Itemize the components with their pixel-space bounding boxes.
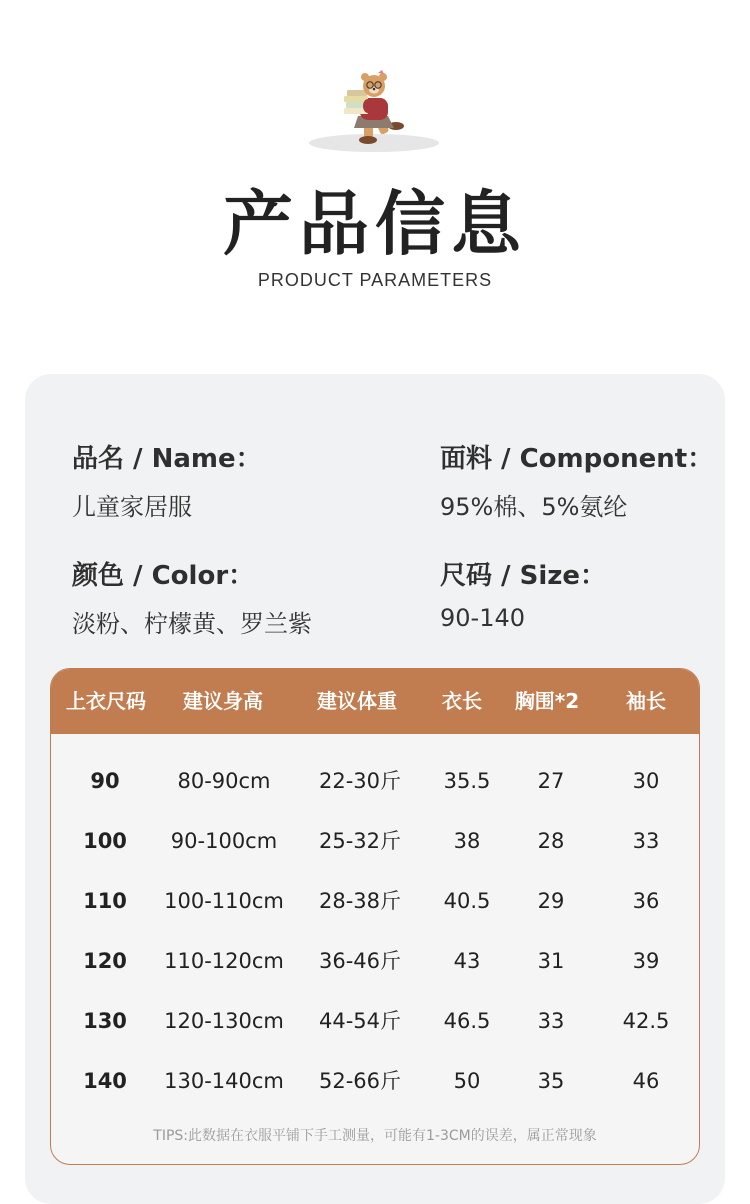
header-chest: 胸围*2 — [514, 689, 580, 713]
cell-sleeve: 30 — [632, 769, 660, 793]
cell-length: 50 — [453, 1069, 481, 1093]
cell-length: 35.5 — [443, 769, 491, 793]
measurement-tips: TIPS:此数据在衣服平铺下手工测量，可能有1-3CM的误差，属正常现象 — [153, 1128, 597, 1144]
cell-size: 120 — [83, 949, 127, 973]
cell-length: 43 — [453, 949, 481, 973]
name-label: 品名 / Name： — [72, 444, 262, 474]
size-value: 90-140 — [440, 604, 526, 632]
cell-chest: 31 — [537, 949, 565, 973]
table-header — [51, 669, 699, 734]
component-label: 面料 / Component： — [440, 444, 714, 474]
info-component — [440, 438, 713, 522]
cell-chest: 27 — [537, 769, 565, 793]
cell-height: 90-100cm — [170, 829, 278, 853]
color-value: 淡粉、柠檬黄、罗兰紫 — [72, 610, 312, 638]
table-row — [51, 761, 699, 801]
cell-sleeve: 39 — [632, 949, 660, 973]
cell-sleeve: 36 — [632, 889, 660, 913]
cell-sleeve: 46 — [632, 1069, 660, 1093]
cell-weight: 44-54斤 — [318, 1009, 402, 1033]
cell-length: 40.5 — [443, 889, 491, 913]
cell-height: 80-90cm — [177, 769, 271, 793]
cell-chest: 33 — [537, 1009, 565, 1033]
cell-height: 100-110cm — [164, 889, 284, 913]
cell-height: 130-140cm — [164, 1069, 284, 1093]
info-name — [72, 438, 262, 522]
cell-sleeve: 33 — [632, 829, 660, 853]
cell-weight: 52-66斤 — [318, 1069, 402, 1093]
cell-size: 130 — [83, 1009, 127, 1033]
cell-weight: 25-32斤 — [318, 829, 402, 853]
page-title: 产品信息 — [223, 183, 527, 265]
cell-chest: 29 — [537, 889, 565, 913]
header-length: 衣长 — [442, 689, 482, 713]
cell-height: 120-130cm — [164, 1009, 284, 1033]
table-row — [51, 821, 699, 861]
cell-sleeve: 42.5 — [622, 1009, 670, 1033]
cell-chest: 35 — [537, 1069, 565, 1093]
cell-chest: 28 — [537, 829, 565, 853]
cell-length: 38 — [453, 829, 481, 853]
table-row — [51, 1061, 699, 1101]
info-size — [440, 555, 606, 632]
cell-weight: 36-46斤 — [318, 949, 402, 973]
table-row — [51, 1001, 699, 1041]
cell-size: 90 — [90, 769, 120, 793]
size-label: 尺码 / Size： — [440, 561, 607, 591]
cell-length: 46.5 — [443, 1009, 491, 1033]
table-row — [51, 881, 699, 921]
name-value: 儿童家居服 — [72, 493, 192, 521]
info-color — [72, 555, 312, 639]
size-table — [50, 668, 700, 1165]
cell-size: 140 — [83, 1069, 127, 1093]
header-height: 建议身高 — [183, 689, 263, 713]
cell-size: 100 — [83, 829, 127, 853]
cell-size: 110 — [83, 889, 127, 913]
header-weight: 建议体重 — [317, 689, 397, 713]
component-value: 95%棉、5%氨纶 — [440, 493, 628, 521]
cell-weight: 22-30斤 — [318, 769, 402, 793]
header-top-size: 上衣尺码 — [66, 689, 146, 713]
cell-weight: 28-38斤 — [318, 889, 402, 913]
color-label: 颜色 / Color： — [72, 561, 255, 591]
header-sleeve: 袖长 — [626, 689, 666, 713]
bear-mascot-icon — [308, 70, 440, 156]
table-row — [51, 941, 699, 981]
cell-height: 110-120cm — [164, 949, 284, 973]
page-subtitle: PRODUCT PARAMETERS — [257, 270, 493, 290]
